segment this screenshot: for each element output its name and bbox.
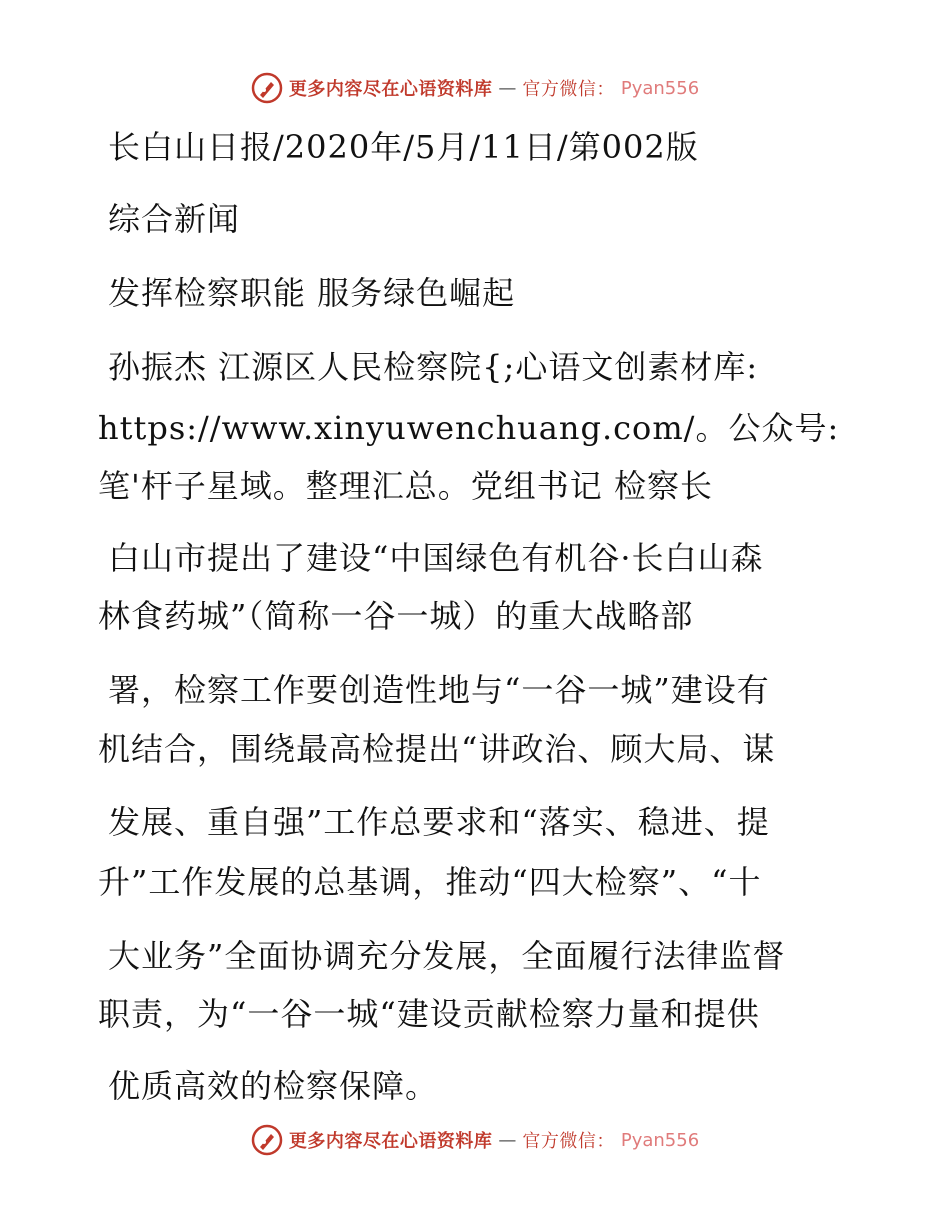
publication-line: 长白山日报/2020年/5月/11日/第002版 <box>108 128 699 166</box>
body-line: 机结合，围绕最高检提出“讲政治、顾大局、谋 <box>98 730 776 768</box>
pen-logo-icon <box>251 72 283 104</box>
body-line: 林食药城”（简称一谷一城）的重大战略部 <box>98 597 694 635</box>
watermark-separator: — <box>498 77 517 99</box>
article-title: 发挥检察职能 服务绿色崛起 <box>108 274 516 312</box>
body-line: 大业务”全面协调充分发展，全面履行法律监督 <box>108 937 786 975</box>
watermark-wechat: Pyan556 <box>620 77 700 99</box>
section-label: 综合新闻 <box>108 200 241 238</box>
body-line: 优质高效的检察保障。 <box>108 1067 439 1105</box>
body-line: 白山市提出了建设“中国绿色有机谷·长白山森 <box>108 539 764 577</box>
body-line: 职责，为“一谷一城“建设贡献检察力量和提供 <box>98 995 760 1033</box>
watermark-official: 官方微信： <box>522 1131 615 1152</box>
watermark-official: 官方微信： <box>522 79 615 100</box>
watermark-separator: — <box>498 1129 517 1151</box>
body-line: https://www.xinyuwenchuang.com/。公众号: <box>98 409 840 447</box>
body-line: 升”工作发展的总基调，推动“四大检察”、“十 <box>98 863 762 901</box>
watermark-footer <box>0 1120 950 1160</box>
author-line: 孙振杰 江源区人民检察院{;心语文创素材库: <box>108 348 759 386</box>
body-line: 发展、重自强”工作总要求和“落实、稳进、提 <box>108 803 770 841</box>
watermark-header <box>0 68 950 108</box>
watermark-brand: 更多内容尽在心语资料库 <box>288 1131 493 1152</box>
watermark-brand: 更多内容尽在心语资料库 <box>288 79 493 100</box>
body-line: 署，检察工作要创造性地与“一谷一城”建设有 <box>108 671 770 709</box>
watermark-wechat: Pyan556 <box>620 1129 700 1151</box>
body-line: 笔'杆子星域。整理汇总。党组书记 检察长 <box>98 467 713 505</box>
pen-logo-icon <box>251 1124 283 1156</box>
